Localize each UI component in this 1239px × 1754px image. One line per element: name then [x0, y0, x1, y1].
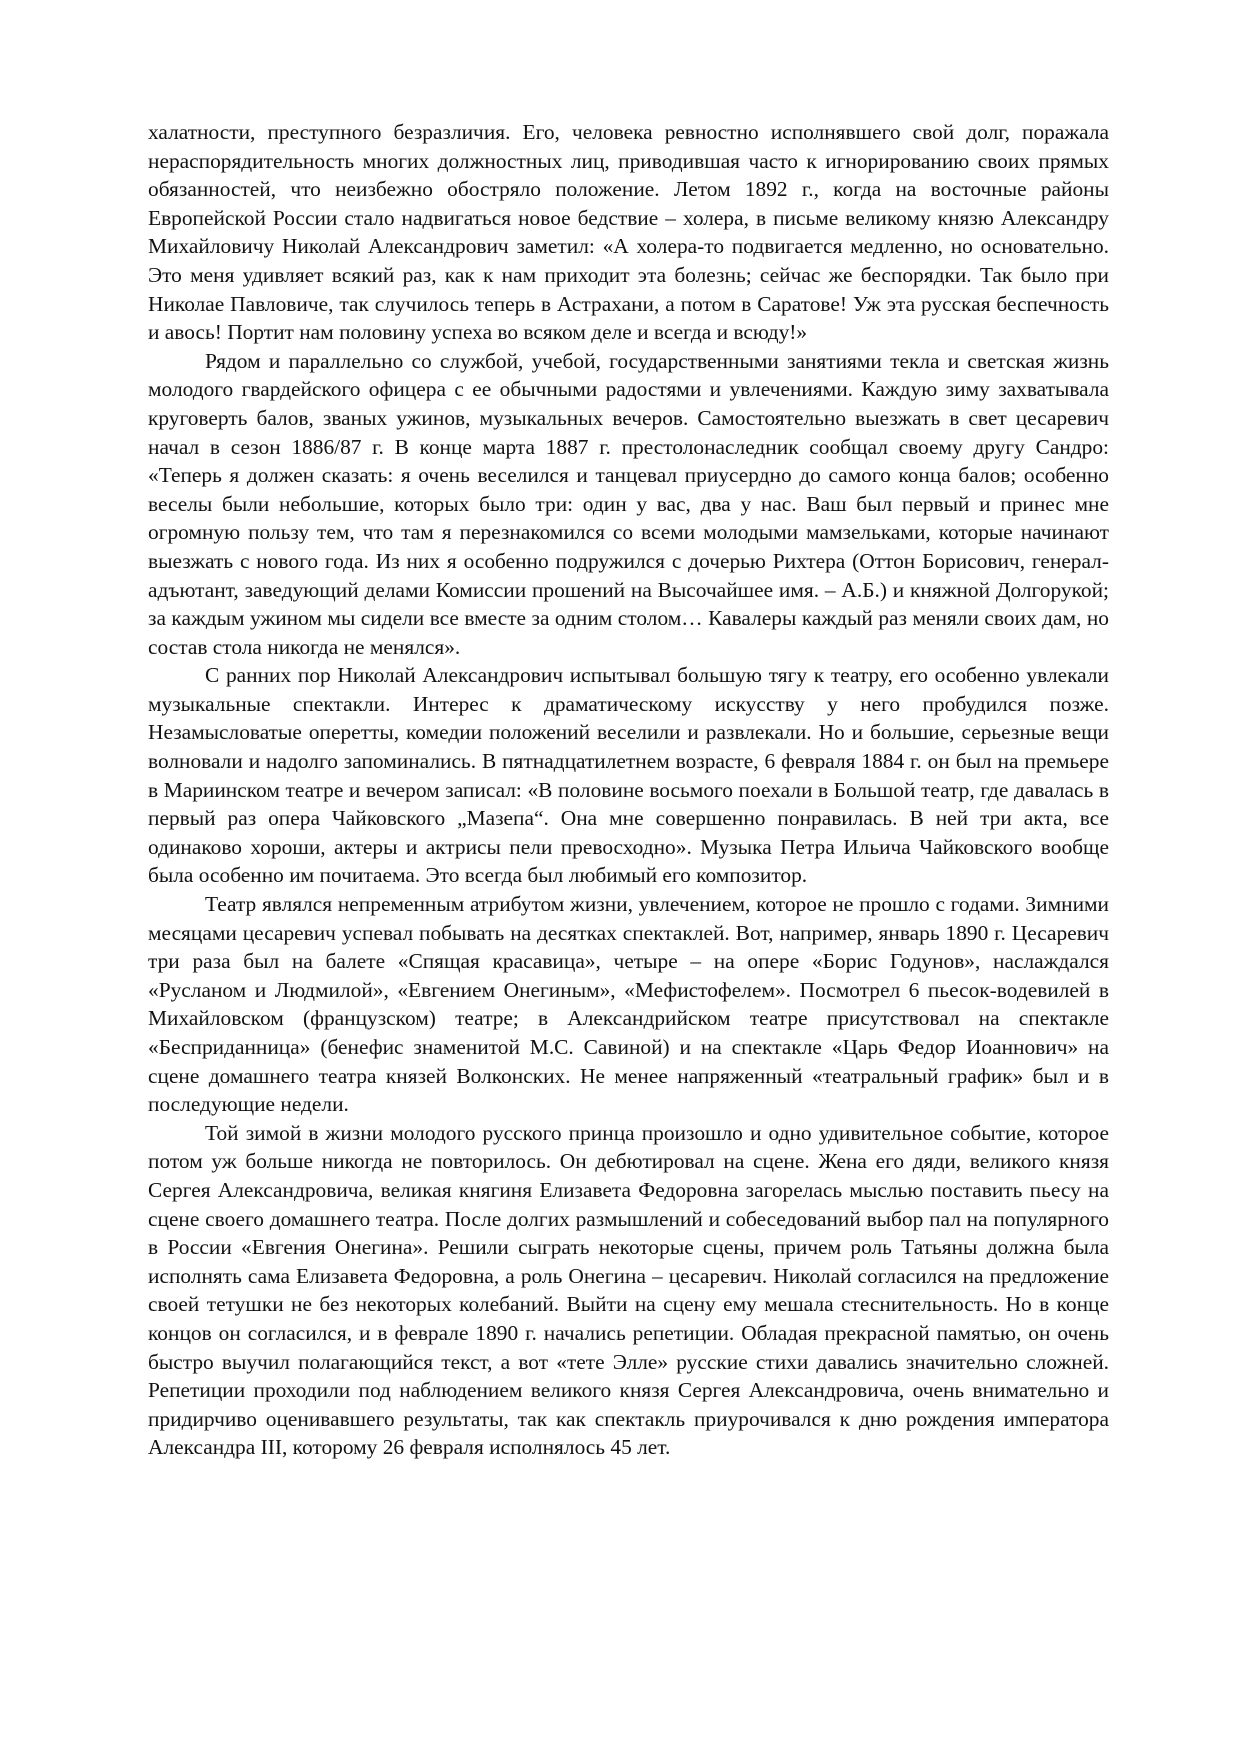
paragraph-2: Рядом и параллельно со службой, учебой, государственными занятиями текла и светская жизнь молодого гвардейского офицера с ее обычными радостями и увлечениями. Каждую зиму захватывала круговерть балов, званых ужинов, музыкальных вечеров. Самостоятельно выезжать в свет цесаревич начал в сезон 1886/87 г. В конце марта 1887 г. престолонаследник сообщал своему другу Сандро: «Теперь я должен сказать: я очень веселился и танцевал приусердно до самого конца балов; особенно веселы были небольшие, которых было три: один у вас, два у нас. Ваш был первый и принес мне огромную пользу тем, что там я перезнакомился со всеми молодыми мамзельками, которые начинают выезжать с нового года. Из них я особенно подружился с дочерью Рихтера (Оттон Борисович, генерал-адъютант, заведующий делами Комиссии прошений на Высочайшее имя. – А.Б.) и княжной Долгорукой; за каждым ужином мы сидели все вместе за одним столом… Кавалеры каждый раз меняли своих дам, но состав стола никогда не менялся». — [148, 348, 1109, 659]
paragraph-1: халатности, преступного безразличия. Его, человека ревностно исполнявшего свой долг, поражала нераспорядительность многих должностных лиц, приводившая часто к игнорированию своих прямых обязанностей, что неизбежно обостряло положение. Летом 1892 г., когда на восточные районы Европейской России стало надвигаться новое бедствие – холера, в письме великому князю Александру Михайловичу Николай Александрович заметил: «А холера-то подвигается медленно, но основательно. Это меня удивляет всякий раз, как к нам приходит эта болезнь; сейчас же беспорядки. Так было при Николае Павловиче, так случилось теперь в Астрахани, а потом в Саратове! Уж эта русская беспечность и авось! Портит нам половину успеха во всяком деле и всегда и всюду!» — [148, 120, 1109, 345]
paragraph-5: Той зимой в жизни молодого русского принца произошло и одно удивительное событие, которое потом уж больше никогда не повторилось. Он дебютировал на сцене. Жена его дяди, великого князя Сергея Александровича, великая княгиня Елизавета Федоровна загорелась мыслью поставить пьесу на сцене своего домашнего театра. После долгих размышлений и собеседований выбор пал на популярного в России «Евгения Онегина». Решили сыграть некоторые сцены, причем роль Татьяны должна была исполнять сама Елизавета Федоровна, а роль Онегина – цесаревич. Николай согласился на предложение своей тетушки не без некоторых колебаний. Выйти на сцену ему мешала стеснительность. Но в конце концов он согласился, и в феврале 1890 г. начались репетиции. Обладая прекрасной памятью, он очень быстро выучил полагающийся текст, а вот «тете Элле» русские стихи давались значительно сложней. Репетиции проходили под наблюдением великого князя Сергея Александровича, очень внимательно и придирчиво оценивавшего результаты, так как спектакль приурочивался к дню рождения императора Александра III, которому 26 февраля исполнялось 45 лет. — [148, 1120, 1109, 1460]
document-body — [148, 118, 1109, 1462]
paragraph-3: С ранних пор Николай Александрович испытывал большую тягу к театру, его особенно увлекали музыкальные спектакли. Интерес к драматическому искусству у него пробудился позже. Незамысловатые оперетты, комедии положений веселили и развлекали. Но и большие, серьезные вещи волновали и надолго запоминались. В пятнадцатилетнем возрасте, 6 февраля 1884 г. он был на премьере в Мариинском театре и вечером записал: «В половине восьмого поехали в Большой театр, где давалась в первый раз опера Чайковского „Мазепа“. Она мне совершенно понравилась. В ней три акта, все одинаково хороши, актеры и актрисы пели превосходно». Музыка Петра Ильича Чайковского вообще была особенно им почитаема. Это всегда был любимый его композитор. — [148, 663, 1109, 888]
paragraph-4: Театр являлся непременным атрибутом жизни, увлечением, которое не прошло с годами. Зимними месяцами цесаревич успевал побывать на десятках спектаклей. Вот, например, январь 1890 г. Цесаревич три раза был на балете «Спящая красавица», четыре – на опере «Борис Годунов», наслаждался «Русланом и Людмилой», «Евгением Онегиным», «Мефистофелем». Посмотрел 6 пьесок-водевилей в Михайловском (французском) театре; в Александрийском театре присутствовал на спектакле «Бесприданница» (бенефис знаменитой М.С. Савиной) и на спектакле «Царь Федор Иоаннович» на сцене домашнего театра князей Волконских. Не менее напряженный «театральный график» был и в последующие недели. — [148, 892, 1109, 1117]
